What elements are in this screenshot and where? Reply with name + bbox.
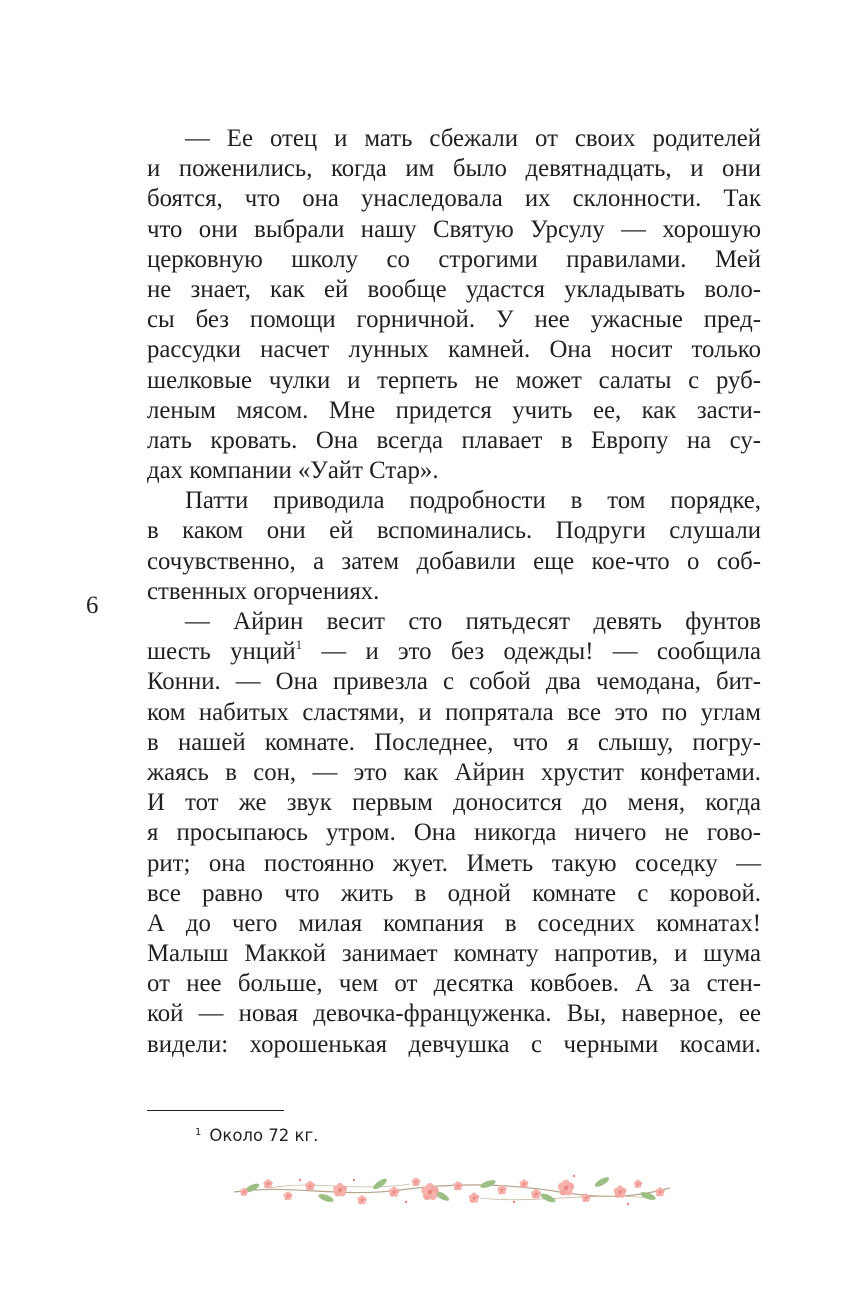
text-line: И тот же звук первым доносится до меня, когда bbox=[147, 789, 761, 817]
text-line bbox=[147, 637, 761, 667]
text-line: Патти приводила подробности в том порядке, bbox=[185, 487, 761, 515]
text-line: рассудки насчет лунных камней. Она носит только bbox=[147, 336, 761, 364]
text-line: сочувственно, а затем добавили еще кое-что о соб- bbox=[147, 547, 761, 575]
text-line: ком набитых сластями, и попрятала все это по углам bbox=[147, 698, 761, 726]
text-line: все равно что жить в одной комнате с коровой. bbox=[147, 879, 761, 907]
text-line: в каком они ей вспоминались. Подруги слушали bbox=[147, 517, 761, 545]
text-line: Конни. — Она привезла с собой два чемодана, бит- bbox=[147, 668, 761, 696]
text-line: — Айрин весит сто пятьдесят девять фунтов bbox=[185, 608, 761, 635]
text-line: сы без помощи горничной. У нее ужасные пред- bbox=[147, 306, 761, 334]
footnote-reference[interactable]: 1 bbox=[295, 637, 303, 653]
text-line: от нее больше, чем от десятка ковбоев. А за стен- bbox=[147, 970, 761, 998]
footnote-text: Около 72 кг. bbox=[209, 1126, 319, 1145]
text-line: шелковые чулки и терпеть не может салаты с руб- bbox=[147, 366, 761, 394]
text-line: Малыш Маккой занимает комнату напротив, и шума bbox=[147, 940, 761, 968]
floral-garland-ornament bbox=[230, 1162, 674, 1220]
text-line: — Ее отец и мать сбежали от своих родителей bbox=[185, 125, 761, 152]
text-line: кой — новая девочка-француженка. Вы, наверное, ее bbox=[147, 1000, 761, 1028]
footnote-marker: 1 bbox=[195, 1127, 202, 1138]
text-line: не знает, как ей вообще удастся укладывать воло- bbox=[147, 275, 761, 303]
text-line: и поженились, когда им было девятнадцать, и они bbox=[147, 155, 761, 183]
text-span: — и это без одежды! — сообщила bbox=[302, 638, 761, 666]
text-line: что они выбрали нашу Святую Урсулу — хорошую bbox=[147, 215, 761, 243]
footnote-divider bbox=[147, 1110, 284, 1111]
text-line: леным мясом. Мне придется учить ее, как засти- bbox=[147, 396, 761, 424]
text-line: в нашей комнате. Последнее, что я слышу, погру- bbox=[147, 728, 761, 756]
footnote bbox=[195, 1121, 318, 1148]
text-line: А до чего милая компания в соседних комнатах! bbox=[147, 909, 761, 937]
text-span: шесть унций bbox=[147, 638, 296, 666]
text-line: жаясь в сон, — это как Айрин хрустит конфетами. bbox=[147, 758, 761, 786]
text-line: лать кровать. Она всегда плавает в Европу на су- bbox=[147, 426, 761, 454]
text-line: боятся, что она унаследовала их склонности. Так bbox=[147, 185, 761, 213]
text-line: ственных огорчениях. bbox=[147, 577, 380, 605]
text-line: я просыпаюсь утром. Она никогда ничего не гово- bbox=[147, 819, 761, 847]
body-text bbox=[147, 124, 761, 1060]
text-line: церковную школу со строгими правилами. Мей bbox=[147, 245, 761, 273]
text-line: рит; она постоянно жует. Иметь такую соседку — bbox=[147, 849, 761, 877]
text-line: видели: хорошенькая девчушка с черными косами. bbox=[147, 1030, 761, 1058]
page-number: 6 bbox=[86, 592, 99, 619]
text-line: дах компании «Уайт Стар». bbox=[147, 457, 439, 485]
